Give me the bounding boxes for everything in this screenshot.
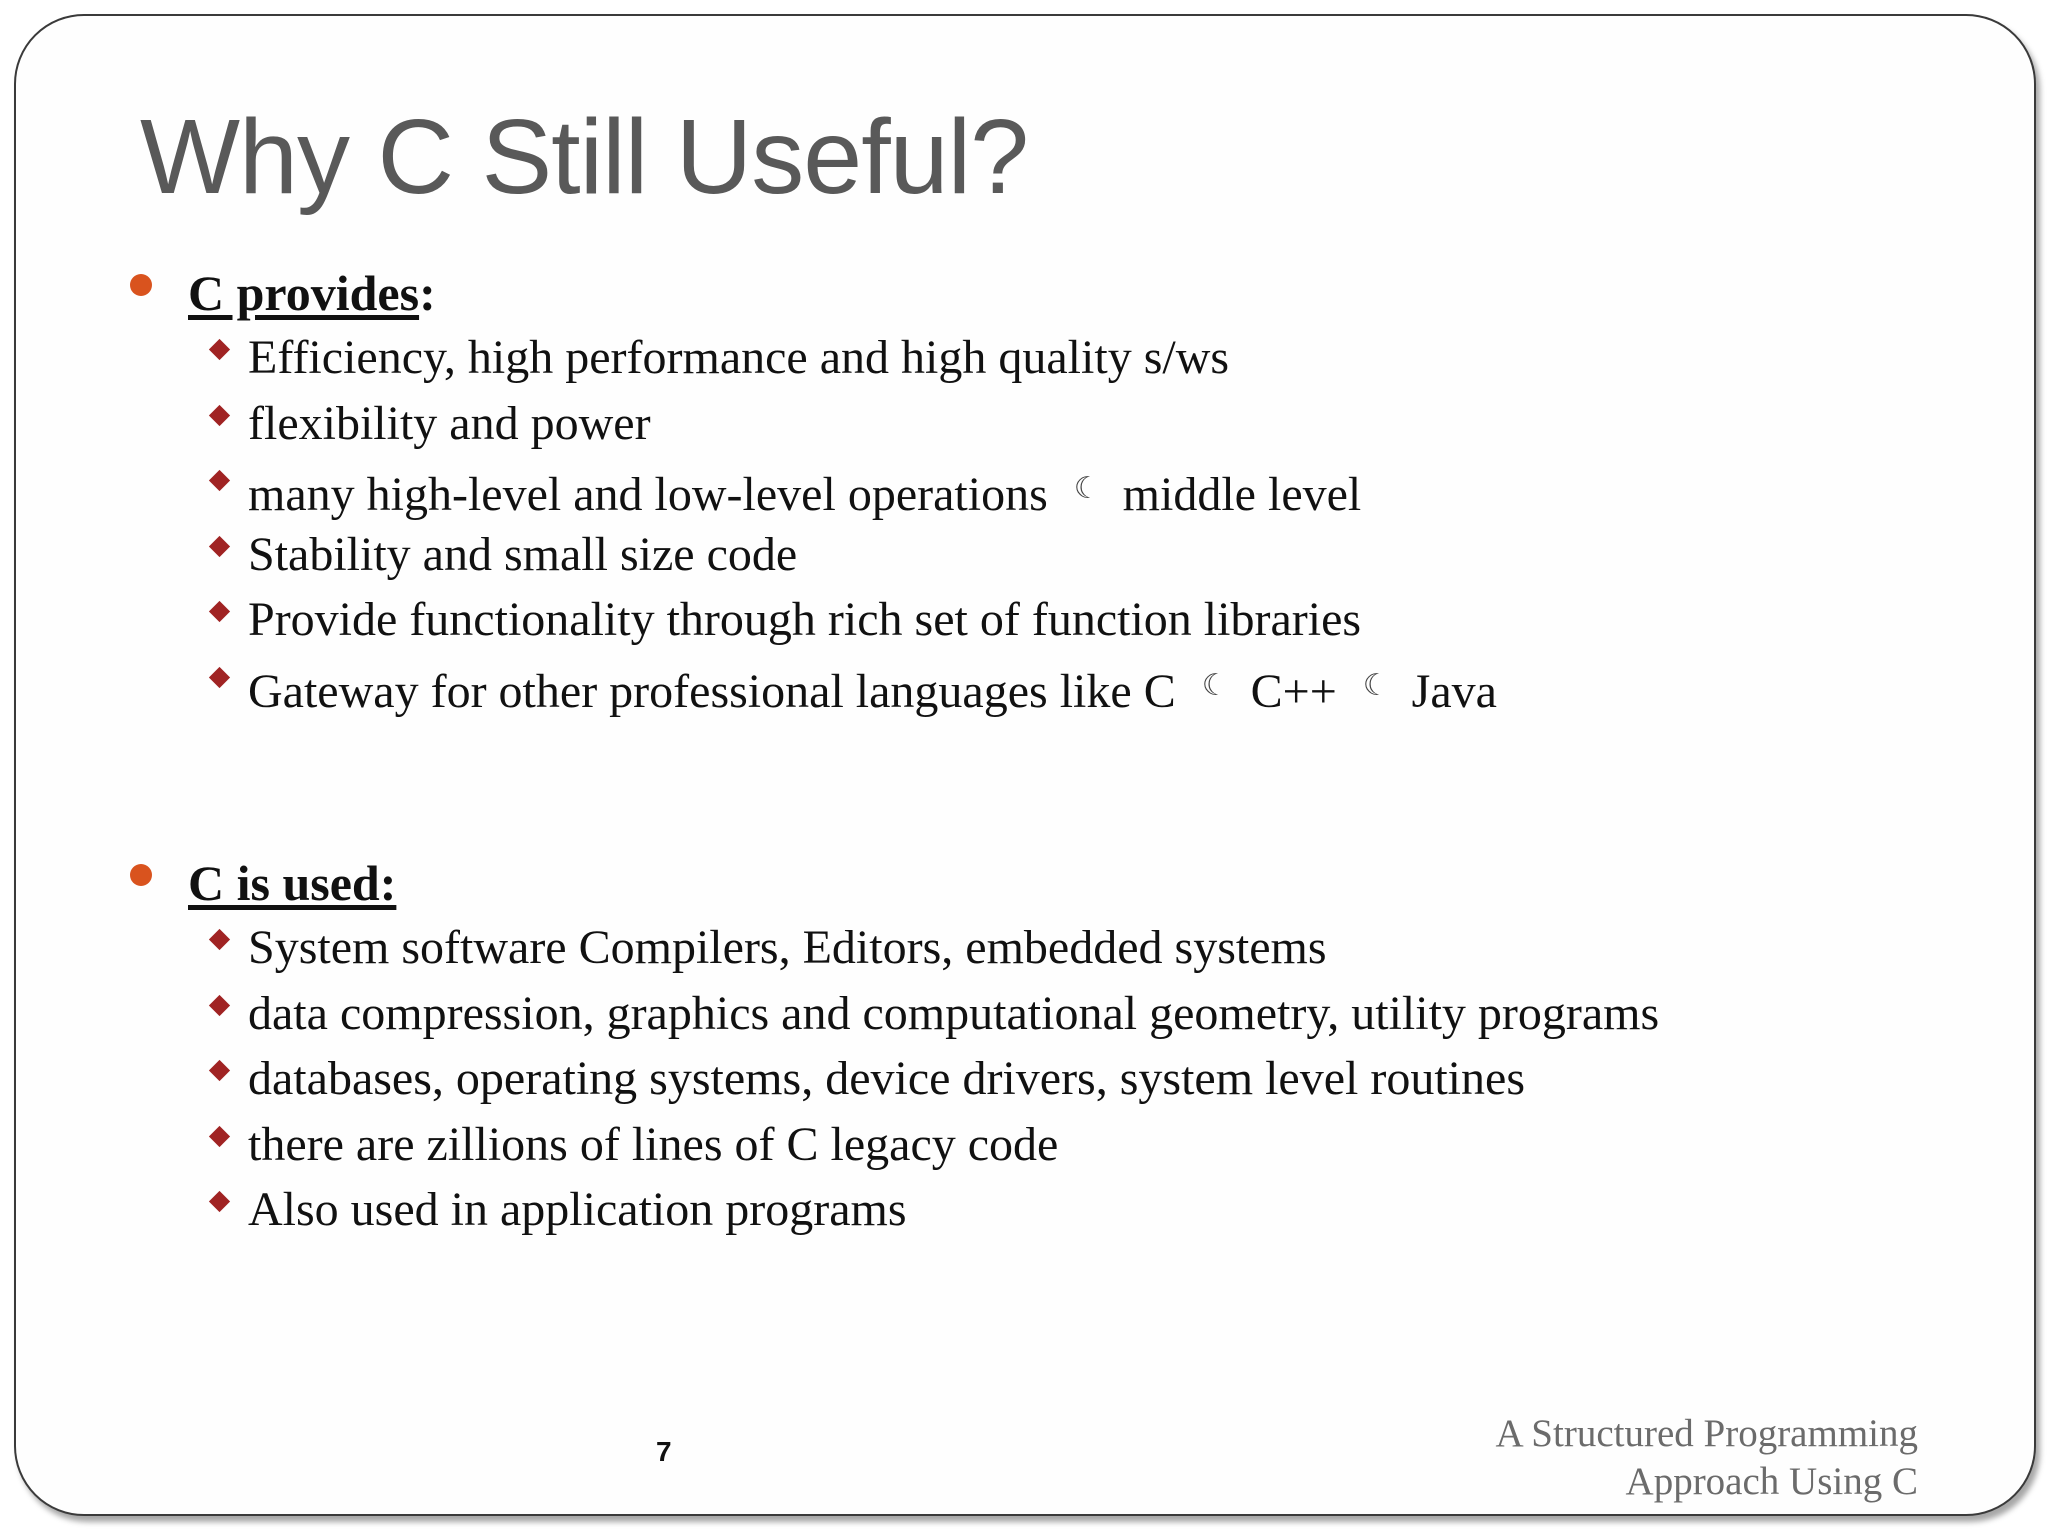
list-item — [16, 527, 2038, 593]
diamond-bullet-icon — [209, 1060, 230, 1081]
list-item-text: there are zillions of lines of C legacy code — [248, 1117, 1059, 1171]
list-item-text: System software Compilers, Editors, embedded systems — [248, 921, 1327, 974]
diamond-bullet-icon — [209, 404, 230, 425]
section-heading — [188, 854, 396, 912]
section-c-is-used — [16, 854, 2038, 1248]
bullet-dot-icon — [130, 274, 152, 296]
diamond-bullet-icon — [209, 535, 230, 556]
footer-line: A Structured Programming — [1495, 1412, 1918, 1455]
list-item-text: Also used in application programs — [248, 1183, 907, 1236]
list-item-text: flexibility and power — [248, 396, 651, 450]
list-item — [16, 330, 2038, 396]
section-heading-underlined: C is used: — [188, 855, 397, 911]
arrow-icon: ☾ — [1073, 472, 1101, 505]
diamond-bullet-icon — [209, 994, 230, 1015]
diamond-bullet-icon — [209, 339, 230, 360]
list-item-text-part: Java — [1411, 664, 1497, 718]
footer-line: Approach Using C — [1625, 1460, 1918, 1503]
slide-title: Why C Still Useful? — [140, 98, 1029, 216]
section-heading-suffix: : — [419, 265, 436, 321]
bullet-dot-icon — [130, 864, 152, 886]
list-item-text: databases, operating systems, device drivers, system level routines — [248, 1052, 1525, 1105]
diamond-bullet-icon — [209, 929, 230, 950]
list-item-text: Provide functionality through rich set of function libraries — [248, 593, 1362, 646]
list-item-text: data compression, graphics and computational geometry, utility programs — [248, 986, 1660, 1040]
list-item-text-part: middle level — [1122, 468, 1362, 521]
slide — [14, 14, 2036, 1516]
diamond-bullet-icon — [209, 1191, 230, 1212]
list-item — [16, 1182, 2038, 1248]
arrow-icon: ☾ — [1201, 668, 1229, 702]
heading-row — [16, 854, 2038, 920]
list-item-text — [248, 658, 1497, 720]
diamond-bullet-icon — [209, 601, 230, 622]
list-item — [16, 1051, 2038, 1117]
diamond-bullet-icon — [209, 1125, 230, 1146]
list-item-text: Stability and small size code — [248, 527, 798, 581]
list-item-text-part: C++ — [1250, 664, 1337, 718]
list-item — [16, 396, 2038, 462]
heading-row — [16, 264, 2038, 330]
section-c-provides — [16, 264, 2038, 723]
list-item — [16, 592, 2038, 658]
list-item-text-part: many high-level and low-level operations — [248, 468, 1048, 521]
list-item-text-part: Gateway for other professional languages like C — [248, 664, 1176, 718]
diamond-bullet-icon — [209, 666, 230, 687]
list-item — [16, 1117, 2038, 1183]
section-heading — [188, 264, 436, 322]
footer-book-title — [1496, 1410, 1918, 1506]
section-heading-underlined: C provides — [188, 265, 420, 321]
list-item-text — [248, 461, 1361, 523]
list-item-text: Efficiency, high performance and high quality s/ws — [248, 331, 1230, 384]
arrow-icon: ☾ — [1362, 668, 1390, 702]
diamond-bullet-icon — [209, 470, 230, 491]
list-item — [16, 461, 2038, 527]
list-item — [16, 920, 2038, 986]
list-item — [16, 658, 2038, 724]
list-item — [16, 986, 2038, 1052]
page-number: 7 — [656, 1436, 672, 1467]
